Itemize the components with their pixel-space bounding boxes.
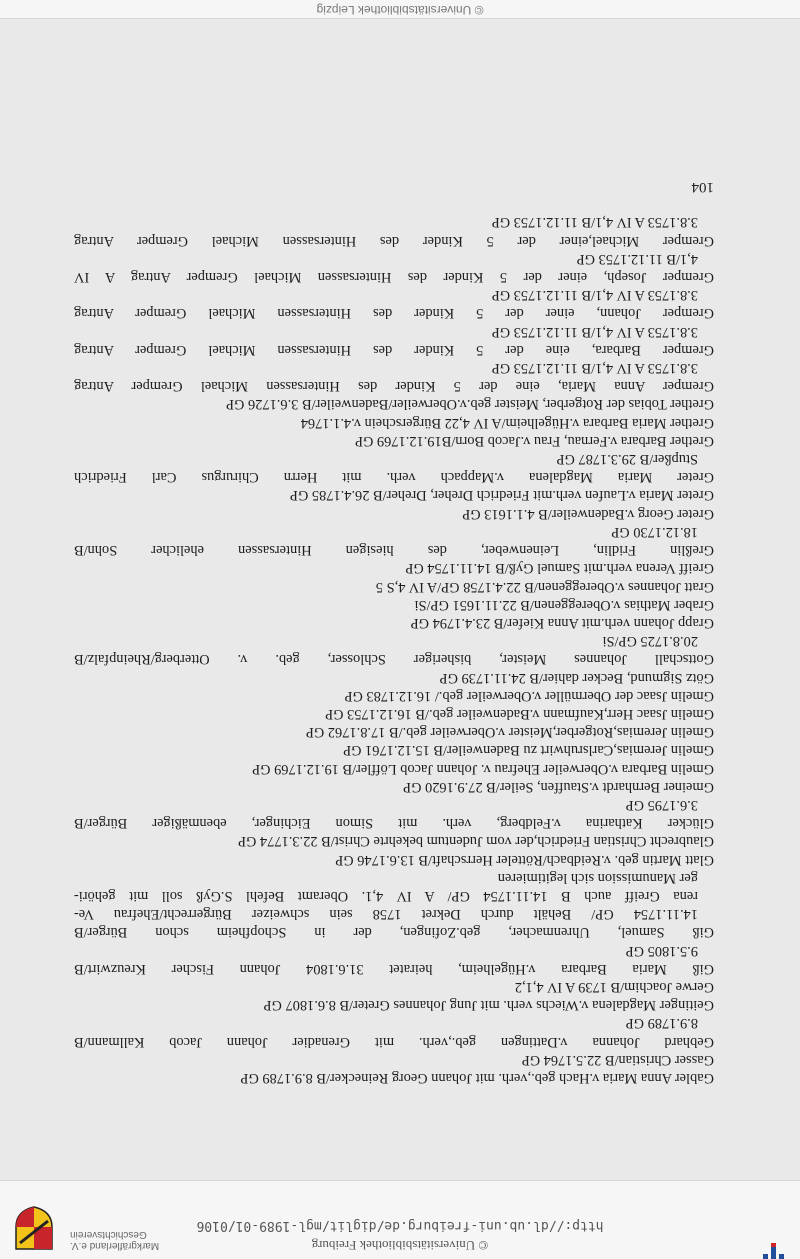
register-entry (74, 614, 714, 632)
entry-line: Gmelin Jsaac der Obermüller v.Oberweiler geb./ 16.12.1783 GP (344, 687, 714, 704)
entry-line: Gottschall Johannes Meister, bisheriger Schlosser, geb. v. Otterberg/Rheinpfalz/B (74, 651, 714, 668)
entry-line: 20.8.1725 GP/Si (602, 633, 698, 650)
entry-line: Gremper Anna Maria, eine der 5 Kinder des Hintersassen Michael Gremper Antrag (74, 378, 714, 395)
entry-line: Gmelin Jeremias,Carlsruhwirt zu Badenweiler/B 15.12.1761 GP (343, 742, 714, 759)
entry-line: ger Manumission sich legitimieren (497, 869, 698, 886)
register-entry (74, 741, 714, 759)
entry-line: Giß Maria Barbara v.Hügelheim, heiratet 31.6.1804 Johann Fischer Kreuzwirt/B (74, 960, 714, 977)
register-entry (74, 432, 714, 450)
register-entry (74, 359, 714, 395)
entry-line: rena Greiff auch B 14.11.1754 GP/ A IV 4,1. Oberamt Befehl S.Gyß soll mit gehöri- (74, 887, 698, 904)
register-entry (74, 250, 714, 286)
register-entry (74, 850, 714, 868)
register-entry (74, 596, 714, 614)
register-entry (74, 486, 714, 504)
entry-line: Greiff Verena verh.mit Samuel Gyß/B 14.11.1754 GP (405, 560, 714, 577)
entry-line: Glaubrecht Christian Friedrich,der vom Judentum bekehrte Christ/B 22.3.1774 GP (237, 833, 714, 850)
register-entry (74, 413, 714, 431)
register-entry (74, 687, 714, 705)
document-url-link[interactable]: http://dl.ub.uni-freiburg.de/diglit/mgl-1989-01/0106 (196, 1218, 604, 1233)
entry-line: 18.12.1730 GP (611, 523, 698, 540)
register-entry (74, 1051, 714, 1069)
register-entry (74, 559, 714, 577)
entry-line: Glatt Martin geb. v.Reidbach/Rötteler Herrschaft/B 13.6.1746 GP (335, 851, 714, 868)
register-entry (74, 759, 714, 777)
entry-line: Geitinger Magdalena v.Wiechs verh. mit Jung Johannes Greter/B 8.6.1807 GP (263, 997, 714, 1014)
entry-line: Gmelin Jeremias,Rotgerber,Meister v.Oberweiler geb./B 17.8.1762 GP (305, 724, 714, 741)
entry-line: 3.8.1753 A IV 4,1/B 11.12.1753 GP (491, 360, 698, 377)
publisher-name (70, 1229, 190, 1251)
entry-line: Gabler Anna Maria v.Hach geb.,verh. mit Johann Georg Reinecker/B 8.9.1789 GP (240, 1070, 714, 1086)
entry-line: Gmelin Barbara v.Oberweiler Ehefrau v. Johann Jacob Löffler/B 19.12.1769 GP (252, 760, 714, 777)
register-entry (74, 632, 714, 668)
entry-line: Grether Barbara v.Fernau, Frau v.Jacob Born/B19.12.1769 GP (354, 432, 714, 449)
entry-line: Gebhard Johanna v.Dattingen geb.,verh. mit Grenadier Johann Jacob Kallmann/B (74, 1033, 714, 1050)
register-entry (74, 832, 714, 850)
footer-copyright: © Universitätsbibliothek Leipzig (316, 3, 484, 17)
register-entry (74, 723, 714, 741)
entry-line: Götz Sigmund, Becker dahier/B 24.11.1739 GP (439, 669, 714, 686)
register-entry (74, 778, 714, 796)
register-entry (74, 869, 714, 942)
register-entry (74, 286, 714, 322)
entry-line: Stupßer/B 29.3.1787 GP (556, 451, 698, 468)
entry-line: Gratt Johannes v.Obereggenen/B 22.4.1758 GP/A IV 4,S 5 (375, 578, 714, 595)
register-entry (74, 505, 714, 523)
entry-line: Greter Maria v.Laufen verh.mit Friedrich Dreher, Dreher/B 26.4.1785 GP (289, 487, 714, 504)
entry-line: Gasser Christian/B 22.5.1764 GP (521, 1051, 714, 1068)
entry-line: Gmeiner Bernhardt v.Stauffen, Seiler/B 27.9.1620 GP (403, 778, 714, 795)
entry-line: Grether Tobias der Rotgerber, Meister geb.v.Oberweiler/Badenweiler/B 3.6.1726 GP (226, 396, 714, 413)
entry-line: Gremper Barbara, eine der 5 Kinder des Hintersassen Michael Gremper Antrag (74, 341, 714, 358)
register-entry (74, 978, 714, 996)
register-entry (74, 523, 714, 559)
register-entry (74, 395, 714, 413)
entry-line: Grether Maria Barbara v.Hügelheim/A IV 4,22 Bürgerschein v.4.1.1764 (300, 414, 714, 431)
register-entry (74, 213, 714, 249)
entry-line: Greter Maria Magdalena v.Mappach verh. mit Herrn Chirurgus Carl Friedrich (74, 469, 714, 486)
register-entry (74, 941, 714, 977)
page-number: 104 (691, 179, 714, 195)
register-entry (74, 796, 714, 832)
entry-line: Greter Georg v.Badenweiler/B 4.1.1613 GP (462, 505, 714, 522)
document-page (74, 213, 714, 1087)
register-entry (74, 322, 714, 358)
entry-line: Gremper Joseph, einer der 5 Kinder des Hintersassen Michael Gremper Antrag A IV (74, 269, 714, 286)
register-entry (74, 668, 714, 686)
register-entry (74, 1069, 714, 1087)
register-entry (74, 577, 714, 595)
entry-line: 8.9.1789 GP (625, 1015, 698, 1032)
entry-line: 3.8.1753 A IV 4,1/B 11.12.1753 GP (491, 214, 698, 231)
entry-line: Glücker Katharina v.Feldberg, verh. mit Simon Eichinger, ebenmäßiger Bürger/B (74, 815, 714, 832)
register-entry (74, 450, 714, 486)
viewer-footer (0, 0, 800, 19)
entry-line: Giß Samuel, Uhrenmacher, geb.Zofingen, der in Schopfheim schon Bürger/B (74, 924, 714, 941)
library-copyright: © Universitätsbibliothek Freiburg (311, 1238, 489, 1253)
register-entry (74, 1014, 714, 1050)
entry-line: Grapp Johann verh.mit Anna Kiefer/B 23.4.1794 GP (410, 614, 714, 631)
entry-line: Graber Mathias v.Obereggenen/B 22.11.1651 GP/Si (414, 596, 714, 613)
entry-line: 3.8.1753 A IV 4,1/B 11.12.1753 GP (491, 323, 698, 340)
entry-line: 14.11.1754 GP/ Behält durch Dekret 1758 sein schweizer Bürgerrecht/Ehefrau Ve- (74, 906, 698, 923)
entry-line: Gerwe Joachim/B 1739 A IV 4,1,2 (514, 978, 714, 995)
viewer-header (0, 1180, 800, 1259)
entry-line: Greßlin Fridlin, Leinenweber, des hiesigen Hintersassen ehelicher Sohn/B (74, 542, 714, 559)
entry-line: Gmelin Jsaac Herr,Kaufmann v.Badenweiler geb./B 16.12.1753 GP (325, 705, 714, 722)
register-entry (74, 705, 714, 723)
register-entry (74, 996, 714, 1014)
entry-line: Gremper Johann, einer der 5 Kinder des Hintersassen Michael Gremper Antrag (74, 305, 714, 322)
coat-of-arms-logo-icon (14, 1205, 54, 1251)
publisher-name-line: Geschichtsverein (70, 1229, 147, 1240)
publisher-name-line: Markgräflerland e.V. (70, 1240, 160, 1251)
entry-line: 4,1/B 11.12.1753 GP (576, 250, 698, 267)
entry-line: 3.8.1753 A IV 4,1/B 11.12.1753 GP (491, 287, 698, 304)
entry-line: 9.5.1805 GP (625, 942, 698, 959)
entry-line: Gremper Michael,einer der 5 Kinder des Hintersassen Michael Gremper Antrag (74, 232, 714, 249)
entry-line: 3.6.1795 GP (625, 796, 698, 813)
